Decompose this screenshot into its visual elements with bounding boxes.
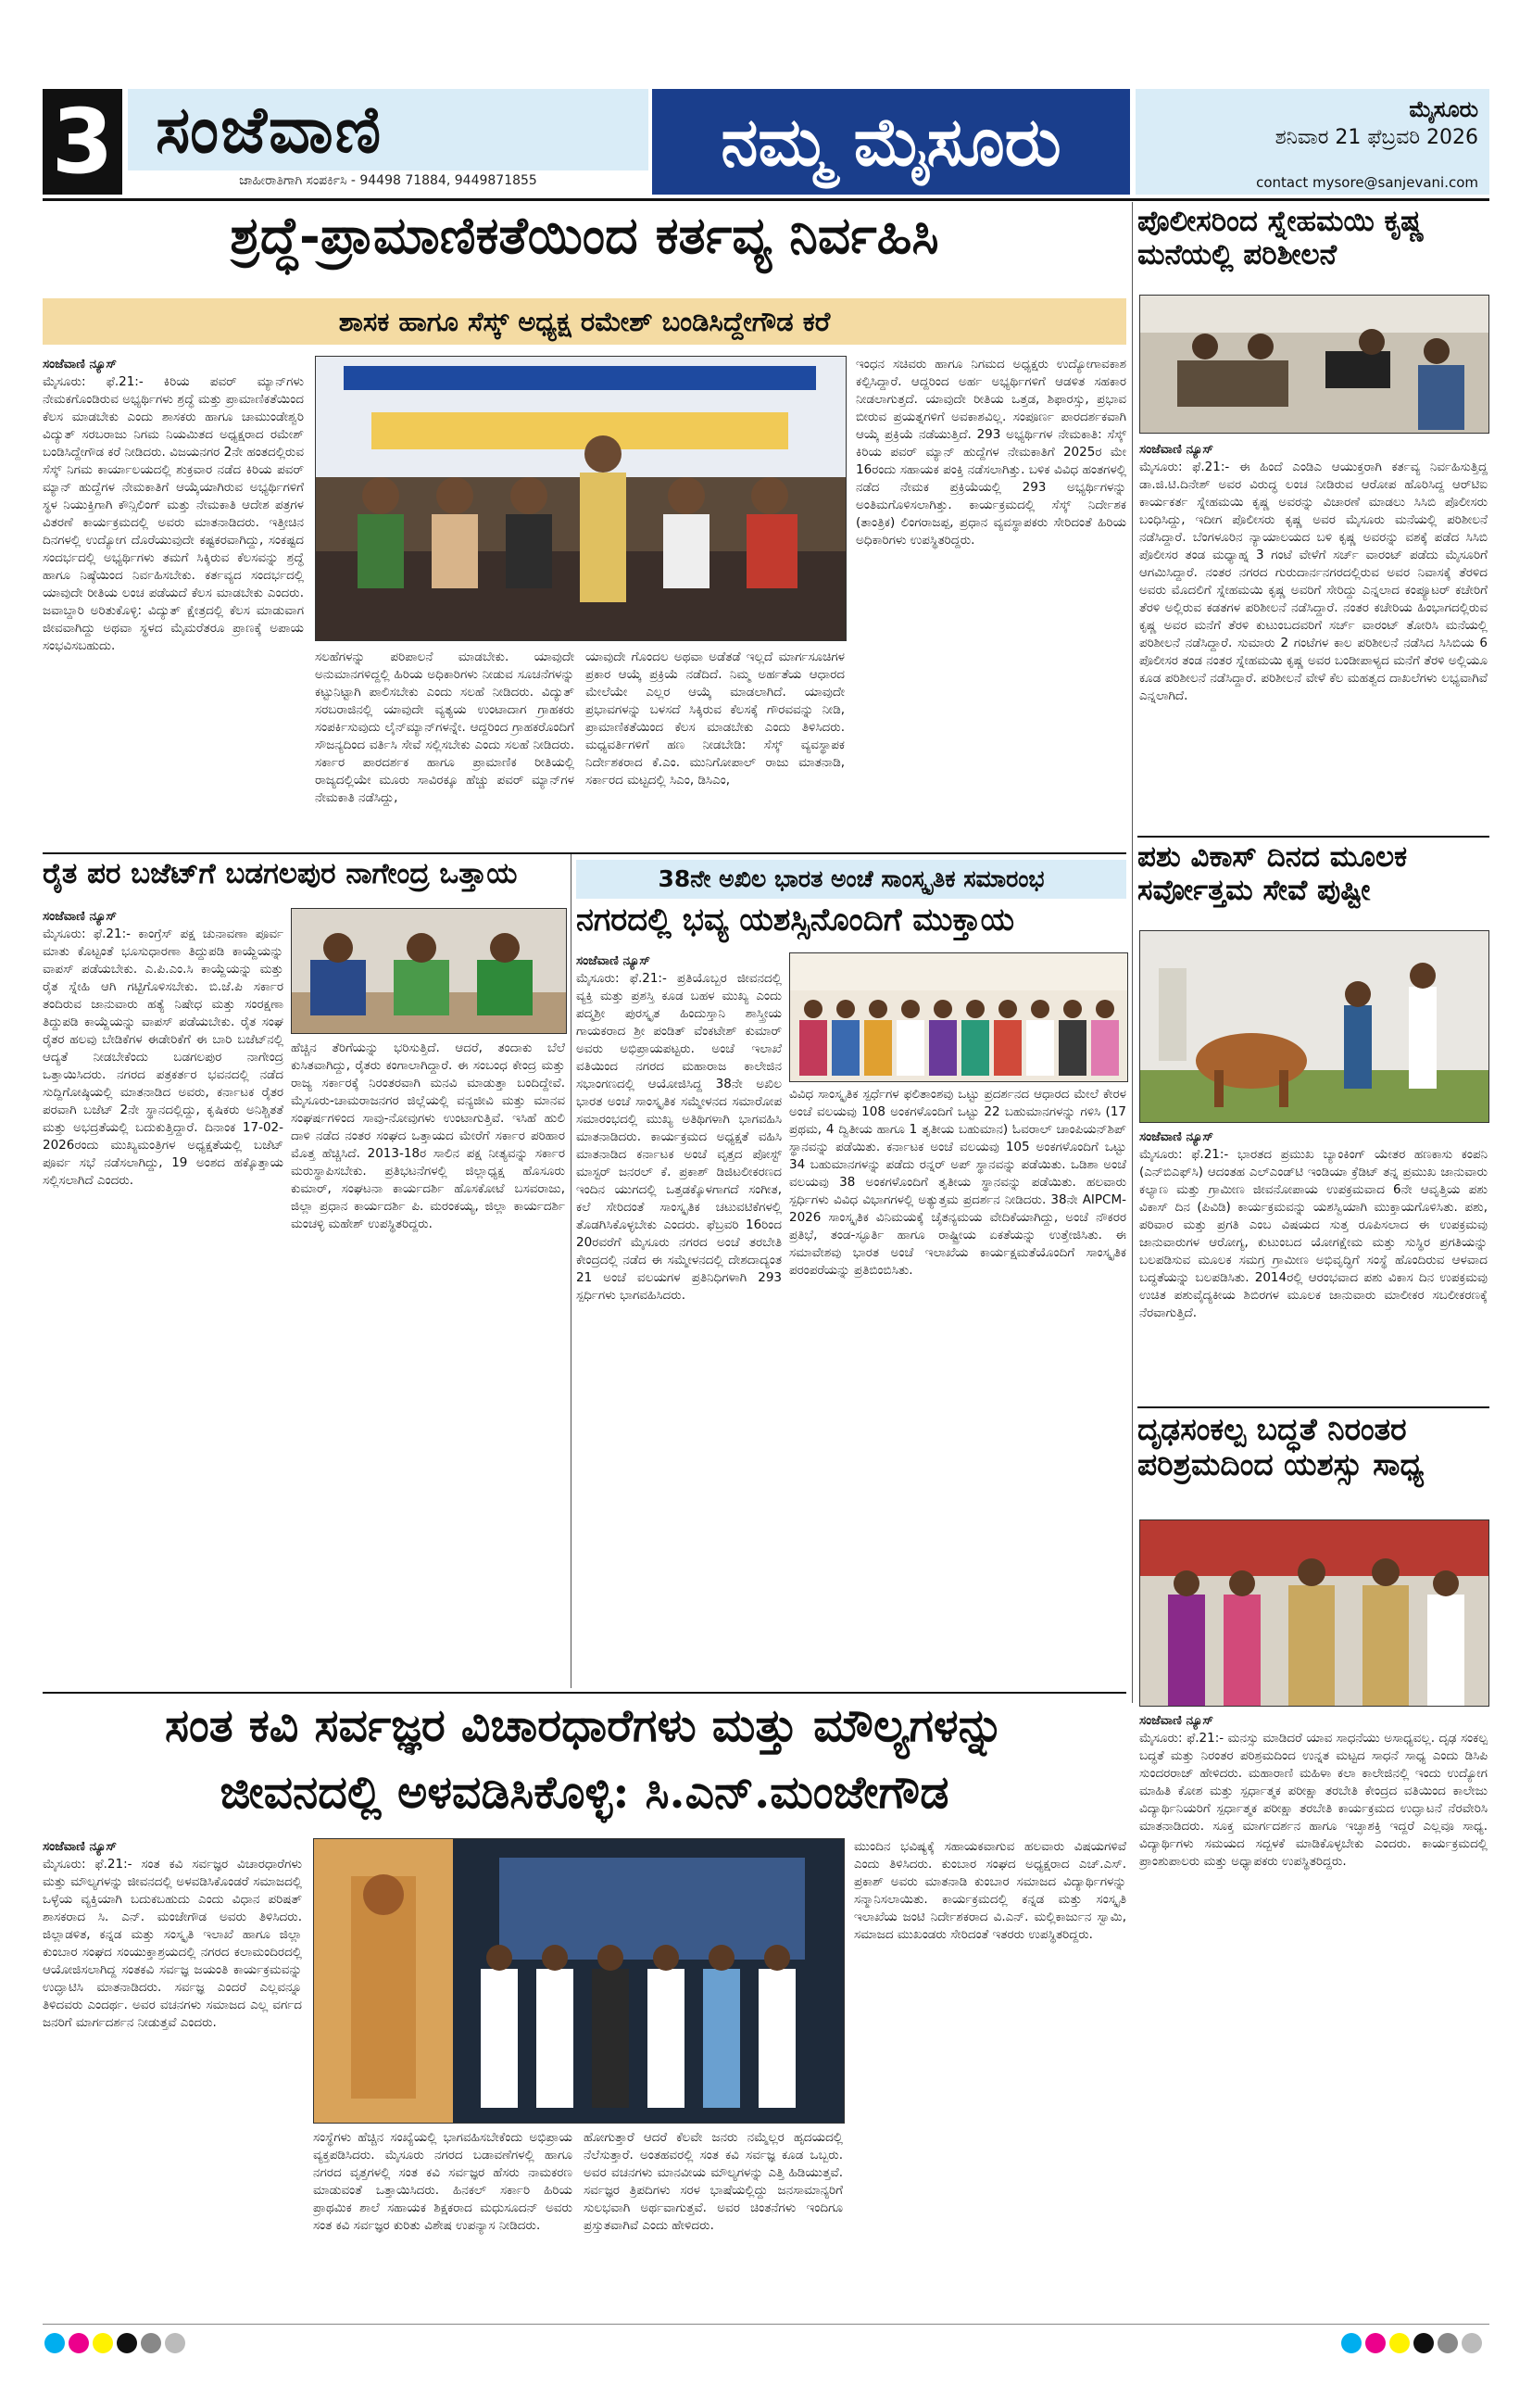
article-text: ಯಾವುದೇ ಗೊಂದಲ ಅಥವಾ ಅಡೆತಡೆ ಇಲ್ಲದೆ ಮಾರ್ಗಸೂಚಿಗಳ ಪ್ರಕಾರ ಆಯ್ಕೆ ಪ್ರಕ್ರಿಯೆ ನಡೆದಿದೆ. ನಿಮ್ಮ ಅರ್ಹತೆಯ ಆಧಾರದ ಮೇಲೆಯೇ ಎಲ್ಲರ ಆಯ್ಕೆ ಮಾಡಲಾಗಿದೆ. ಯಾವುದೇ ಪ್ರಭಾವಗಳನ್ನು ಬಳಸದೆ ಸಿಕ್ಕಿರುವ ಕೆಲಸಕ್ಕೆ ಗೌರವವನ್ನು ನೀಡಿ, ಪ್ರಾಮಾಣಿಕತೆಯಿಂದ ಕೆಲಸ ಮಾಡಬೇಕು ಎಂದು ತಿಳಿಸಿದರು. ಮಧ್ಯವರ್ತಿಗಳಿಗೆ ಹಣ ನೀಡಬೇಡಿ: ಸೆಸ್ಕ್ ವ್ಯವಸ್ಥಾಪಕ ನಿರ್ದೇಶಕರಾದ ಕೆ.ಎಂ. ಮುನಿಗೋಪಾಲ್ ರಾಜು ಮಾತನಾಡಿ, ಸರ್ಕಾರದ ಮಟ್ಟದಲ್ಲಿ ಸಿಎಂ, ಡಿಸಿಎಂ, xyxy=(585,649,845,788)
registration-dot xyxy=(1389,2333,1410,2353)
byline: ಸಂಜೆವಾಣಿ ನ್ಯೂಸ್ xyxy=(1139,442,1213,457)
article-text: ಮುಂದಿನ ಭವಿಷ್ಯಕ್ಕೆ ಸಹಾಯಕವಾಗುವ ಹಲವಾರು ವಿಷಯಗಳಿವೆ ಎಂದು ತಿಳಿಸಿದರು. ಕುಂಬಾರ ಸಂಘದ ಅಧ್ಯಕ್ಷರಾದ ಎಚ್.ಎಸ್. ಪ್ರಕಾಶ್ ಅವರು ಮಾತನಾಡಿ ಕುಂಬಾರ ಸಮಾಜದ ವಿದ್ಯಾರ್ಥಿಗಳನ್ನು ಸನ್ಮಾನಿಸಲಾಯಿತು. ಕಾರ್ಯಕ್ರಮದಲ್ಲಿ ಕನ್ನಡ ಮತ್ತು ಸಂಸ್ಕೃತಿ ಇಲಾಖೆಯ ಜಂಟಿ ನಿರ್ದೇಶಕರಾದ ವಿ.ಎನ್. ಮಲ್ಲಿಕಾರ್ಜುನ ಸ್ವಾಮಿ, ಸಮಾಜದ ಮುಖಂಡರು ಸೇರಿದಂತೆ ಇತರರು ಉಪಸ್ಥಿತರಿದ್ದರು. xyxy=(854,1839,1126,1942)
article-text: ಇಂಧನ ಸಚಿವರು ಹಾಗೂ ನಿಗಮದ ಅಧ್ಯಕ್ಷರು ಉದ್ಯೋಗಾವಕಾಶ ಕಲ್ಪಿಸಿದ್ದಾರೆ. ಆದ್ದರಿಂದ ಅರ್ಹ ಅಭ್ಯರ್ಥಿಗಳಿಗೆ ಆಡಳಿತ ಸಹಕಾರ ನೀಡಲಾಗುತ್ತದೆ. ಯಾವುದೇ ರೀತಿಯ ಒತ್ತಡ, ಶಿಫಾರಸ್ಸು, ಪ್ರಭಾವ ಬೀರುವ ಪ್ರಯತ್ನಗಳಿಗೆ ಅವಕಾಶವಿಲ್ಲ. ಸಂಪೂರ್ಣ ಪಾರದರ್ಶಕವಾಗಿ ಆಯ್ಕೆ ಪ್ರಕ್ರಿಯೆ ನಡೆಯುತ್ತಿದೆ. 293 ಅಭ್ಯರ್ಥಿಗಳ ನೇಮಕಾತಿ: ಸೆಸ್ಕ್ ಕಿರಿಯ ಪವರ್ ಮ್ಯಾನ್ ಹುದ್ದೆಗಳ ನೇಮಕಾತಿಗೆ 2025ರ ಮೇ 16ರಂದು ಸಹಾಯಕ ಪಂಕ್ತಿ ನಡೆಸಲಾಗಿತ್ತು. ಬಳಿಕ ವಿವಿಧ ಹಂತಗಳಲ್ಲಿ ನಡೆದ ನೇಮಕ ಪ್ರಕ್ರಿಯೆಯಲ್ಲಿ 293 ಅಭ್ಯರ್ಥಿಗಳನ್ನು ಅಂತಿಮಗೊಳಿಸಲಾಗಿತ್ತು. ಕಾರ್ಯಕ್ರಮದಲ್ಲಿ ಸೆಸ್ಕ್ ನಿರ್ದೇಶಕ (ತಾಂತ್ರಿಕ) ಲಿಂಗರಾಜಪ್ಪ, ಪ್ರಧಾನ ವ್ಯವಸ್ಥಾಪಕರು ಸೇರಿದಂತೆ ಹಿರಿಯ ಅಧಿಕಾರಿಗಳು ಉಪಸ್ಥಿತರಿದ್ದರು. xyxy=(856,357,1126,548)
article-text: ಮೈಸೂರು: ಫೆ.21:- ಮನಸ್ಸು ಮಾಡಿದರೆ ಯಾವ ಸಾಧನೆಯು ಅಸಾಧ್ಯವಲ್ಲ. ದೃಢ ಸಂಕಲ್ಪ ಬದ್ಧತೆ ಮತ್ತು ನಿರಂತರ ಪರಿಶ್ರಮದಿಂದ ಉನ್ನತ ಮಟ್ಟದ ಸಾಧನೆ ಸಾಧ್ಯ ಎಂದು ಡಿಸಿಪಿ ಸುಂದರರಾಜ್ ಹೇಳಿದರು. ಮಹಾರಾಣಿ ಮಹಿಳಾ ಕಲಾ ಕಾಲೇಜಿನಲ್ಲಿ ಇಂದು ಉದ್ಯೋಗ ಮಾಹಿತಿ ಕೋಶ ಮತ್ತು ಸ್ಪರ್ಧಾತ್ಮಕ ಪರೀಕ್ಷಾ ತರಬೇತಿ ಕೇಂದ್ರದ ವತಿಯಿಂದ ಕಾಲೇಜು ವಿದ್ಯಾರ್ಥಿನಿಯರಿಗೆ ಸ್ಪರ್ಧಾತ್ಮಕ ಪರೀಕ್ಷಾ ತರಬೇತಿ ಕಾರ್ಯಕ್ರಮದ ಉದ್ಘಾಟನೆ ನೆರವೇರಿಸಿ ಮಾತನಾಡಿದರು. ಸೂಕ್ತ ಮಾರ್ಗದರ್ಶನ ಹಾಗೂ ಇಚ್ಛಾಶಕ್ತಿ ಇದ್ದರೆ ಎಲ್ಲವೂ ಸಾಧ್ಯ. ವಿದ್ಯಾರ್ಥಿಗಳು ಸಮಯದ ಸದ್ಬಳಕೆ ಮಾಡಿಕೊಳ್ಳಬೇಕು ಎಂದರು. ಕಾರ್ಯಕ್ರಮದಲ್ಲಿ ಪ್ರಾಂಶುಪಾಲರು ಮತ್ತು ಅಧ್ಯಾಪಕರು ಉಪಸ್ಥಿತರಿದ್ದರು. xyxy=(1139,1731,1488,1869)
sarvajna-col-3 xyxy=(584,2129,843,2320)
sarvajna-col-4 xyxy=(854,1838,1126,2320)
masthead-logo xyxy=(128,89,648,170)
anche-headline: ನಗರದಲ್ಲಿ ಭವ್ಯ ಯಶಸ್ಸಿನೊಂದಿಗೆ ಮುಕ್ತಾಯ xyxy=(576,901,1015,939)
byline: ಸಂಜೆವಾಣಿ ನ್ಯೂಸ್ xyxy=(43,909,117,924)
registration-dot xyxy=(1462,2333,1482,2353)
main-col-3 xyxy=(585,649,845,847)
article-text: ಹೆಚ್ಚಿನ ತೆರಿಗೆಯನ್ನು ಭರಿಸುತ್ತಿದೆ. ಆದರೆ, ತಂದಾಕು ಬೆಲೆ ಕುಸಿತವಾಗಿದ್ದು, ರೈತರು ಕಂಗಾಲಾಗಿದ್ದಾರೆ. ಈ ಸಂಬಂಧ ಕೇಂದ್ರ ಮತ್ತು ರಾಜ್ಯ ಸರ್ಕಾರಕ್ಕೆ ನಿರಂತರವಾಗಿ ಮನವಿ ಮಾಡುತ್ತಾ ಬಂದಿದ್ದೇವೆ. ಮೈಸೂರು-ಚಾಮರಾಜನಗರ ಜಿಲ್ಲೆಯಲ್ಲಿ ವನ್ಯಜೀವಿ ಮತ್ತು ಮಾನವ ಸಂಘರ್ಷಗಳಿಂದ ಸಾವು-ನೋವುಗಳು ಉಂಟಾಗುತ್ತಿವೆ. ಇಸಿಹೆ ಹುಲಿ ದಾಳಿ ನಡೆದ ನಂತರ ಸಂಘದ ಒತ್ತಾಯದ ಮೇರೆಗೆ ಸರ್ಕಾರ ಪರಿಹಾರ ಮೊತ್ತ ಹೆಚ್ಚಿಸಿದೆ. 2013-18ರ ಸಾಲಿನ ಪಕ್ಷ ನೀತ್ಯವನ್ನು ಸರ್ಕಾರ ಮರುಸ್ಥಾಪಿಸಬೇಕು. ಪ್ರತಿಭಟನೆಗಳಲ್ಲಿ ಜಿಲ್ಲಾಧ್ಯಕ್ಷ ಹೊಸೂರು ಕುಮಾರ್, ಸಂಘಟನಾ ಕಾರ್ಯದರ್ಶಿ ಹೊಸಕೋಟೆ ಬಸವರಾಜು, ಜಿಲ್ಲಾ ಪ್ರಧಾನ ಕಾರ್ಯದರ್ಶಿ ಪಿ. ಮರಂಕಯ್ಯ, ಜಿಲ್ಲಾ ಕಾರ್ಯದರ್ಶಿ ಮಂಚಳ್ಳಿ ಮಹೇಶ್ ಉಪಸ್ಥಿತರಿದ್ದರು. xyxy=(291,1040,565,1231)
resolve-photo xyxy=(1139,1519,1489,1707)
anche-kicker: 38ನೇ ಅಖಿಲ ಭಾರತ ಅಂಚೆ ಸಾಂಸ್ಕೃತಿಕ ಸಮಾರಂಭ xyxy=(576,860,1126,899)
article-text: ಮೈಸೂರು: ಫೆ.21:- ಕಿರಿಯ ಪವರ್ ಮ್ಯಾನ್‌ಗಳು ನೇಮಕಗೊಂಡಿರುವ ಅಭ್ಯರ್ಥಿಗಳು ಶ್ರದ್ಧೆ ಮತ್ತು ಪ್ರಾಮಾಣಿಕತೆಯಿಂದ ಕೆಲಸ ಮಾಡಬೇಕು ಎಂದು ಶಾಸಕರು ಹಾಗೂ ಚಾಮುಂಡೇಶ್ವರಿ ವಿದ್ಯುತ್ ಸರಬರಾಜು ನಿಗಮ ನಿಯಮಿತದ ಅಧ್ಯಕ್ಷರಾದ ರಮೇಶ್ ಬಂಡಿಸಿದ್ದೇಗೌಡ ಕರೆ ನೀಡಿದರು. ವಿಜಯನಗರ 2ನೇ ಹಂತದಲ್ಲಿರುವ ಸೆಸ್ಕ್ ನಿಗಮ ಕಾರ್ಯಾಲಯದಲ್ಲಿ ಶುಕ್ರವಾರ ನಡೆದ ಕಿರಿಯ ಪವರ್ ಮ್ಯಾನ್ ಹುದ್ದೆಗಳ ನೇಮಕಾತಿಗೆ ಆಯ್ಕೆಯಾಗಿರುವ ಅಭ್ಯರ್ಥಿಗಳಿಗೆ ಸ್ಥಳ ನಿಯುಕ್ತಿಗಾಗಿ ಕೌನ್ಸಿಲಿಂಗ್ ಮತ್ತು ನೇಮಕಾತಿ ಆದೇಶ ಪತ್ರಗಳ ವಿತರಣೆ ಕಾರ್ಯಕ್ರಮದಲ್ಲಿ ಅವರು ಮಾತನಾಡಿದರು. ಇತ್ತೀಚಿನ ದಿನಗಳಲ್ಲಿ ಉದ್ಯೋಗ ದೊರೆಯುವುದೇ ಕಷ್ಟಕರವಾಗಿದ್ದು, ಸಂಕಷ್ಟದ ಸಂದರ್ಭದಲ್ಲಿ ಅಭ್ಯರ್ಥಿಗಳು ತಮಗೆ ಸಿಕ್ಕಿರುವ ಕೆಲಸವನ್ನು ಶ್ರದ್ಧೆ ಹಾಗೂ ನಿಷ್ಠೆಯಿಂದ ನಿರ್ವಹಿಸಬೇಕು. ಕರ್ತವ್ಯದ ಸಂದರ್ಭದಲ್ಲಿ ಯಾವುದೇ ರೀತಿಯ ಲಂಚ ಪಡೆಯದೆ ಕೆಲಸ ಮಾಡಬೇಕು ಎಂದರು. ಜವಾಬ್ದಾರಿ ಅರಿತುಕೊಳ್ಳಿ: ವಿದ್ಯುತ್ ಕ್ಷೇತ್ರದಲ್ಲಿ ಕೆಲಸ ಮಾಡುವಾಗ ಜೀವವಾಗಿದ್ದು ಅಥವಾ ಸ್ಥಳದ ಮೈಮರೆತರೂ ಪ್ರಾಣಕ್ಕೆ ಅಪಾಯ ಸಂಭವಿಸಬಹುದು. xyxy=(43,374,304,653)
main-headline: ಶ್ರದ್ಧೆ-ಪ್ರಾಮಾಣಿಕತೆಯಿಂದ ಕರ್ತವ್ಯ ನಿರ್ವಹಿಸಿ xyxy=(230,205,939,265)
article-text: ಮೈಸೂರು: ಫೆ.21:- ಭಾರತದ ಪ್ರಮುಖ ಬ್ಯಾಂಕಿಂಗ್ ಯೇತರ ಹಣಕಾಸು ಕಂಪನಿ (ಎನ್‌ಬಿಎಫ್‌ಸಿ) ಆದಂತಹ ಎಲ್‌ಎಂಡ್‌ಟಿ ಇಂಡಿಯಾ ಕ್ರೆಡಿಟ್ ತನ್ನ ಪ್ರಮುಖ ಜಾನುವಾರು ಕಲ್ಯಾಣ ಮತ್ತು ಗ್ರಾಮೀಣ ಜೀವನೋಪಾಯ ಉಪಕ್ರಮವಾದ 6ನೇ ಆವೃತ್ತಿಯ ಪಶು ವಿಕಾಸ್ ದಿನ (ಪಿವಿಡಿ) ಕಾರ್ಯಕ್ರಮವನ್ನು ಯಶಸ್ವಿಯಾಗಿ ಮುಕ್ತಾಯಗೊಳಿಸಿತು. ಪಶು, ಪರಿವಾರ ಮತ್ತು ಪ್ರಗತಿ ಎಂಬ ವಿಷಯದ ಸುತ್ತ ರೂಪಿಸಲಾದ ಈ ಉಪಕ್ರಮವು ಜಾನುವಾರುಗಳ ಆರೋಗ್ಯ, ಕುಟುಂಬದ ಯೋಗಕ್ಷೇಮ ಮತ್ತು ಸುಸ್ಥಿರ ಪ್ರಗತಿಯನ್ನು ಬಲಪಡಿಸುವ ಮೂಲಕ ಸಮಗ್ರ ಗ್ರಾಮೀಣ ಅಭಿವೃದ್ಧಿಗೆ ಸಂಸ್ಥೆ ಹೊಂದಿರುವ ಆಳವಾದ ಬದ್ಧತೆಯನ್ನು ಬಲಪಡಿಸಿತು. 2014ರಲ್ಲಿ ಆರಂಭವಾದ ಪಶು ವಿಕಾಸ ದಿನ ಉಪಕ್ರಮವು ಉಚಿತ ಪಶುವೈದ್ಯಕೀಯ ಶಿಬಿರಗಳ ಮೂಲಕ ಜಾನುವಾರು ಮಾಲೀಕರ ಸಬಲೀಕರಣಕ್ಕೆ ನೆರವಾಗುತ್ತಿದೆ. xyxy=(1139,1147,1488,1320)
article-text: ಮೈಸೂರು: ಫೆ.21:- ಪ್ರತಿಯೊಬ್ಬರ ಜೀವನದಲ್ಲಿ ವ್ಯಕ್ತಿ ಮತ್ತು ಪ್ರಶಸ್ತಿ ಕೂಡ ಬಹಳ ಮುಖ್ಯ ಎಂದು ಪದ್ಮಶ್ರೀ ಪುರಸ್ಕೃತ ಹಿಂದುಸ್ತಾನಿ ಶಾಸ್ತ್ರೀಯ ಗಾಯಕರಾದ ಶ್ರೀ ಪಂಡಿತ್ ವೆಂಕಟೇಶ್ ಕುಮಾರ್ ಅವರು ಅಭಿಪ್ರಾಯಪಟ್ಟರು. ಅಂಚೆ ಇಲಾಖೆ ವತಿಯಿಂದ ನಗರದ ಮಹಾರಾಜ ಕಾಲೇಜಿನ ಸಭಾಂಗಣದಲ್ಲಿ ಆಯೋಜಿಸಿದ್ದ 38ನೇ ಅಖಿಲ ಭಾರತ ಅಂಚೆ ಸಾಂಸ್ಕೃತಿಕ ಸಮ್ಮೇಳನದ ಸಮಾರೋಪ ಸಮಾರಂಭದಲ್ಲಿ ಮುಖ್ಯ ಅತಿಥಿಗಳಾಗಿ ಭಾಗವಹಿಸಿ ಮಾತನಾಡಿದರು. ಕಾರ್ಯಕ್ರಮದ ಅಧ್ಯಕ್ಷತೆ ವಹಿಸಿ ಮಾತನಾಡಿದ ಕರ್ನಾಟಕ ಅಂಚೆ ವೃತ್ತದ ಪೋಸ್ಟ್ ಮಾಸ್ಟರ್ ಜನರಲ್ ಕೆ. ಪ್ರಕಾಶ್ ಡಿಜಿಟಲೀಕರಣದ ಇಂದಿನ ಯುಗದಲ್ಲಿ ಒತ್ತಡಕ್ಕೊಳಗಾಗದೆ ಸಂಗೀತ, ಕಲೆ ಸೇರಿದಂತೆ ಸಾಂಸ್ಕೃತಿಕ ಚಟುವಟಿಕೆಗಳಲ್ಲಿ ತೊಡಗಿಸಿಕೊಳ್ಳಬೇಕು ಎಂದರು. ಫೆಬ್ರವರಿ 16ರಿಂದ 20ರವರೆಗೆ ಮೈಸೂರು ನಗರದ ಅಂಚೆ ತರಬೇತಿ ಕೇಂದ್ರದಲ್ಲಿ ನಡೆದ ಈ ಸಮ್ಮೇಳನದಲ್ಲಿ ದೇಶದಾದ್ಯಂತ 21 ಅಂಚೆ ವಲಯಗಳ ಪ್ರತಿನಿಧಿಗಳಾಗಿ 293 ಸ್ಪರ್ಧಿಗಳು ಭಾಗವಹಿಸಿದರು. xyxy=(576,971,782,1303)
ad-contact-line: ಜಾಹೀರಾತಿಗಾಗಿ ಸಂಪರ್ಕಿಸಿ - 94498 71884, 9449871855 xyxy=(239,173,537,188)
livestock-body xyxy=(1139,1128,1488,1392)
main-photo xyxy=(315,356,847,641)
registration-dot xyxy=(93,2333,113,2353)
article-text: ಮೈಸೂರು: ಫೆ.21:- ಸಂತ ಕವಿ ಸರ್ವಜ್ಞರ ವಿಚಾರಧಾರೆಗಳು ಮತ್ತು ಮೌಲ್ಯಗಳನ್ನು ಜೀವನದಲ್ಲಿ ಅಳವಡಿಸಿಕೊಂಡರೆ ಸಮಾಜದಲ್ಲಿ ಒಳ್ಳೆಯ ವ್ಯಕ್ತಿಯಾಗಿ ಬದುಕಬಹುದು ಎಂದು ವಿಧಾನ ಪರಿಷತ್ ಶಾಸಕರಾದ ಸಿ. ಎನ್. ಮಂಜೇಗೌಡ ಅವರು ತಿಳಿಸಿದರು. ಜಿಲ್ಲಾಡಳಿತ, ಕನ್ನಡ ಮತ್ತು ಸಂಸ್ಕೃತಿ ಇಲಾಖೆ ಹಾಗೂ ಜಿಲ್ಲಾ ಕುಂಬಾರ ಸಂಘದ ಸಂಯುಕ್ತಾಶ್ರಯದಲ್ಲಿ ನಗರದ ಕಲಾಮಂದಿರದಲ್ಲಿ ಆಯೋಜಿಸಲಾಗಿದ್ದ ಸಂತಕವಿ ಸರ್ವಜ್ಞ ಜಯಂತಿ ಕಾರ್ಯಕ್ರಮವನ್ನು ಉದ್ಘಾಟಿಸಿ ಮಾತನಾಡಿದರು. ಸರ್ವಜ್ಞ ಎಂದರೆ ಎಲ್ಲವನ್ನೂ ತಿಳಿದವರು ಎಂದರ್ಥ. ಅವರ ವಚನಗಳು ಸಮಾಜದ ಎಲ್ಲ ವರ್ಗದ ಜನರಿಗೆ ಮಾರ್ಗದರ್ಶನ ನೀಡುತ್ತವೆ ಎಂದರು. xyxy=(43,1857,302,2030)
city-label: ಮೈಸೂರು xyxy=(1409,96,1478,122)
resolve-body xyxy=(1139,1712,1488,2314)
anche-col-2 xyxy=(789,1086,1126,1684)
sarvajna-photo xyxy=(313,1838,845,2124)
article-text: ಮೈಸೂರು: ಫೆ.21:- ಕಾಂಗ್ರೆಸ್ ಪಕ್ಷ ಚುನಾವಣಾ ಪೂರ್ವ ಮಾತು ಕೊಟ್ಟಂತೆ ಭೂಸುಧಾರಣಾ ತಿದ್ದುಪಡಿ ಕಾಯ್ದೆಯನ್ನು ವಾಪಸ್ ಪಡೆಯಬೇಕು. ಎ.ಪಿ.ಎಂ.ಸಿ ಕಾಯ್ದೆಯನ್ನು ಮತ್ತು ರೈತ ಸ್ನೇಹಿ ಆಗಿ ಗಟ್ಟಿಗೊಳಿಸಬೇಕು. ಬಿ.ಜೆ.ಪಿ ಸರ್ಕಾರ ತಂದಿರುವ ಜಾನುವಾರು ಹತ್ಯೆ ನಿಷೇಧ ಮತ್ತು ಸಂರಕ್ಷಣಾ ತಿದ್ದುಪಡಿ ಕಾಯ್ದೆಯನ್ನು ವಾಪಸ್ ಪಡೆಯಬೇಕು. ರೈತ ಸಂಘ ರೈತರ ಹಲವು ಬೇಡಿಕೆಗಳ ಈಡೇರಿಕೆಗೆ ಈ ಬಾರಿ ಬಜೆಟ್‌ನಲ್ಲಿ ಆದ್ಯತೆ ನೀಡಬೇಕೆಂದು ಬಡಗಲಪುರ ನಾಗೇಂದ್ರ ಒತ್ತಾಯಿಸಿದರು. ನಗರದ ಪತ್ರಕರ್ತರ ಭವನದಲ್ಲಿ ನಡೆದ ಸುದ್ದಿಗೋಷ್ಠಿಯಲ್ಲಿ ಮಾತನಾಡಿದ ಅವರು, ಕರ್ನಾಟಕ ರೈತರ ಪರವಾಗಿ ಬಜೆಟ್ 2ನೇ ಸ್ಥಾನದಲ್ಲಿದ್ದು, ಕೃಷಿಕರು ಅನಿಶ್ಚಿತತೆ ಮತ್ತು ಅಭದ್ರತೆಯಲ್ಲಿ ಬದುಕುತ್ತಿದ್ದಾರೆ. ದಿನಾಂಕ 17-02-2026ರಂದು ಮುಖ್ಯಮಂತ್ರಿಗಳ ಅಧ್ಯಕ್ಷತೆಯಲ್ಲಿ ಬಜೆಟ್ ಪೂರ್ವ ಸಭೆ ನಡೆಸಲಾಗಿದ್ದು, 19 ಅಂಶದ ಹಕ್ಕೊತ್ತಾಯ ಸಲ್ಲಿಸಲಾಗಿದೆ ಎಂದರು. xyxy=(43,927,283,1188)
registration-dot xyxy=(1413,2333,1434,2353)
main-col-1 xyxy=(43,356,304,847)
registration-dot xyxy=(117,2333,137,2353)
byline: ಸಂಜೆವಾಣಿ ನ್ಯೂಸ್ xyxy=(43,357,117,372)
paper-name: ಸಂಜೆವಾಣಿ xyxy=(156,91,383,168)
sarvajna-headline-2: ಜೀವನದಲ್ಲಿ ಅಳವಡಿಸಿಕೊಳ್ಳಿ: ಸಿ.ಎನ್.ಮಂಜೇಗೌಡ xyxy=(220,1765,949,1819)
main-col-2 xyxy=(315,649,574,847)
main-subhead: ಶಾಸಕ ಹಾಗೂ ಸೆಸ್ಕ್ ಅಧ್ಯಕ್ಷ ರಮೇಶ್ ಬಂಡಿಸಿದ್ದೇಗೌಡ ಕರೆ xyxy=(43,298,1126,345)
livestock-photo xyxy=(1139,930,1489,1123)
article-text: ಸಲಹೆಗಳನ್ನು ಪರಿಪಾಲನೆ ಮಾಡಬೇಕು. ಯಾವುದೇ ಅನುಮಾನಗಳಿದ್ದಲ್ಲಿ ಹಿರಿಯ ಅಧಿಕಾರಿಗಳು ನೀಡುವ ಸೂಚನೆಗಳನ್ನು ಕಟ್ಟುನಿಟ್ಟಾಗಿ ಪಾಲಿಸಬೇಕು ಎಂದು ಸಲಹೆ ನೀಡಿದರು. ವಿದ್ಯುತ್ ಸರಬರಾಜಿನಲ್ಲಿ ಯಾವುದೇ ವ್ಯತ್ಯಯ ಉಂಟಾದಾಗ ಗ್ರಾಹಕರು ಸಂಪರ್ಕಿಸುವುದು ಲೈನ್‌ಮ್ಯಾನ್‌ಗಳನ್ನೇ. ಆದ್ದರಿಂದ ಗ್ರಾಹಕರೊಂದಿಗೆ ಸೌಜನ್ಯದಿಂದ ವರ್ತಿಸಿ ಸೇವೆ ಸಲ್ಲಿಸಬೇಕು ಎಂದು ಸಲಹೆ ನೀಡಿದರು. ಸರ್ಕಾರ ಪಾರದರ್ಶಕ ಹಾಗೂ ಪ್ರಾಮಾಣಿಕ ರೀತಿಯಲ್ಲಿ ರಾಜ್ಯದಲ್ಲಿಯೇ ಮೂರು ಸಾವಿರಕ್ಕೂ ಹೆಚ್ಚು ಪವರ್ ಮ್ಯಾನ್‌ಗಳ ನೇಮಕಾತಿ ನಡೆಸಿದ್ದು, xyxy=(315,649,574,805)
byline: ಸಂಜೆವಾಣಿ ನ್ಯೂಸ್ xyxy=(43,1839,117,1854)
registration-dot xyxy=(165,2333,185,2353)
budget-col-1 xyxy=(43,908,283,1683)
main-col-4 xyxy=(856,356,1126,847)
article-text: ಮೈಸೂರು: ಫೆ.21:- ಈ ಹಿಂದೆ ಎಂಡಿಎ ಆಯುಕ್ತರಾಗಿ ಕರ್ತವ್ಯ ನಿರ್ವಹಿಸುತ್ತಿದ್ದ ಡಾ.ಜಿ.ಟಿ.ದಿನೇಶ್ ಅವರ ವಿರುದ್ಧ ಲಂಚ ನೀಡಿರುವ ಆರೋಪ ಹೊರಿಸಿದ್ದ ಆರ್‌ಟಿಐ ಕಾರ್ಯಕರ್ತ ಸ್ನೇಹಮಯಿ ಕೃಷ್ಣ ಅವರನ್ನು ವಿಚಾರಣೆ ಮಾಡಲು ಸಿಸಿಬಿ ಪೊಲೀಸರು ಬಂಧಿಸಿದ್ದು, ಇದೀಗ ಪೊಲೀಸರು ಕೃಷ್ಣ ಅವರ ಮೈಸೂರು ಮನೆಯಲ್ಲಿ ಪರಿಶೀಲನೆ ನಡೆಸಿದ್ದಾರೆ. ಬೆಂಗಳೂರಿನ ನ್ಯಾಯಾಲಯದ ಬಳಿ ಕೃಷ್ಣ ಅವರನ್ನು ವಶಕ್ಕೆ ಪಡೆದ ಸಿಸಿಬಿ ಪೊಲೀಸರ ತಂಡ ಮಧ್ಯಾಹ್ನ 3 ಗಂಟೆ ವೇಳೆಗೆ ಸರ್ಚ್ ವಾರಂಟ್ ಪಡೆದು ಮೈಸೂರಿಗೆ ಆಗಮಿಸಿದ್ದಾರೆ. ನಂತರ ನಗರದ ಗುರುದಾರ್ನನಗರದಲ್ಲಿರುವ ಅವರ ನಿವಾಸಕ್ಕೆ ತೆರಳಿದ ಅವರು ಮೊದಲಿಗೆ ಸ್ನೇಹಮಯಿ ಕೃಷ್ಣ ಅವರಿಗೆ ಸೇರಿದ್ದು ಎನ್ನಲಾದ ಕಂಪ್ಯೂಟರ್ ಕಚೇರಿಗೆ ತೆರಳಿ ಅಲ್ಲಿರುವ ಕಡತಗಳ ಪರಿಶೀಲನೆ ನಡೆಸಿದ್ದಾರೆ. ನಂತರ ಕಚೇರಿಯ ಹಿಂಭಾಗದಲ್ಲಿರುವ ಕೃಷ್ಣ ಅವರ ಮನೆಗೆ ತೆರಳಿ ಕುಟುಂಬದವರಿಗೆ ಸರ್ಚ್ ವಾರಂಟ್ ತೋರಿಸಿ ಮನೆಯಲ್ಲಿ ಪರಿಶೀಲನೆ ನಡೆಸಿದ್ದಾರೆ. ಸುಮಾರು 2 ಗಂಟೆಗಳ ಕಾಲ ಪರಿಶೀಲನೆ ನಡೆಸಿದ ಸಿಸಿಬಿಯ 6 ಪೊಲೀಸರ ತಂಡ ನಂತರ ಸ್ನೇಹಮಯಿ ಕೃಷ್ಣ ಅವರ ಬಂಡೀಪಾಳ್ಯದ ಮನೆಗೆ ತೆರಳಿ ಅಲ್ಲಿಯೂ ಕೂಡ ಪರಿಶೀಲನೆ ನಡೆಸಿದ್ದಾರೆ. ಪರಿಶೀಲನೆ ವೇಳೆ ಕೆಲ ಮಹತ್ವದ ದಾಖಲೆಗಳು ಲಭ್ಯವಾಗಿವೆ ಎನ್ನಲಾಗಿದೆ. xyxy=(1139,460,1488,703)
email-label: contact mysore@sanjevani.com xyxy=(1256,174,1478,191)
police-photo xyxy=(1139,295,1489,434)
registration-dot xyxy=(141,2333,161,2353)
section-title: ನಮ್ಮ ಮೈಸೂರು xyxy=(652,89,1130,195)
anche-col-1 xyxy=(576,952,782,1684)
registration-dot xyxy=(44,2333,65,2353)
byline: ಸಂಜೆವಾಣಿ ನ್ಯೂಸ್ xyxy=(576,953,650,968)
sarvajna-headline-1: ಸಂತ ಕವಿ ಸರ್ವಜ್ಞರ ವಿಚಾರಧಾರೆಗಳು ಮತ್ತು ಮೌಲ್ಯಗಳನ್ನು xyxy=(164,1698,1005,1752)
registration-dot xyxy=(69,2333,89,2353)
budget-photo xyxy=(291,908,567,1034)
registration-dot xyxy=(1438,2333,1458,2353)
article-text: ಹೋಗುತ್ತಾರೆ ಆದರೆ ಕೆಲವೇ ಜನರು ನಮ್ಮೆಲ್ಲರ ಹೃದಯದಲ್ಲಿ ನೆಲೆಸುತ್ತಾರೆ. ಅಂತಹವರಲ್ಲಿ ಸಂತ ಕವಿ ಸರ್ವಜ್ಞ ಕೂಡ ಒಬ್ಬರು. ಅವರ ವಚನಗಳು ಮಾನವೀಯ ಮೌಲ್ಯಗಳನ್ನು ಎತ್ತಿ ಹಿಡಿಯುತ್ತವೆ. ಸರ್ವಜ್ಞರ ತ್ರಿಪದಿಗಳು ಸರಳ ಭಾಷೆಯಲ್ಲಿದ್ದು ಜನಸಾಮಾನ್ಯರಿಗೆ ಸುಲಭವಾಗಿ ಅರ್ಥವಾಗುತ್ತವೆ. ಅವರ ಚಿಂತನೆಗಳು ಇಂದಿಗೂ ಪ್ರಸ್ತುತವಾಗಿವೆ ಎಂದು ಹೇಳಿದರು. xyxy=(584,2130,843,2233)
page-number: 3 xyxy=(43,89,122,195)
anche-photo xyxy=(789,952,1128,1082)
livestock-headline: ಪಶು ವಿಕಾಸ್ ದಿನದ ಮೂಲಕ ಸರ್ವೋತ್ತಮ ಸೇವೆ ಪುಷ್ಟೀ xyxy=(1137,840,1408,907)
police-body xyxy=(1139,441,1488,830)
date-label: ಶನಿವಾರ 21 ಫೆಬ್ರವರಿ 2026 xyxy=(1275,126,1478,149)
registration-dot xyxy=(1365,2333,1386,2353)
article-text: ಸಂಸ್ಥೆಗಳು ಹೆಚ್ಚಿನ ಸಂಖ್ಯೆಯಲ್ಲಿ ಭಾಗವಹಿಸಬೇಕೆಂದು ಅಭಿಪ್ರಾಯ ವ್ಯಕ್ತಪಡಿಸಿದರು. ಮೈಸೂರು ನಗರದ ಬಡಾವಣೆಗಳಲ್ಲಿ ಹಾಗೂ ನಗರದ ವೃತ್ತಗಳಲ್ಲಿ ಸಂತ ಕವಿ ಸರ್ವಜ್ಞರ ಹೆಸರು ನಾಮಕರಣ ಮಾಡುವಂತೆ ಒತ್ತಾಯಿಸಿದರು. ಹಿನಕಲ್ ಸರ್ಕಾರಿ ಹಿರಿಯ ಪ್ರಾಥಮಿಕ ಶಾಲೆ ಸಹಾಯಕ ಶಿಕ್ಷಕರಾದ ಮಧುಸೂದನ್ ಅವರು ಸಂತ ಕವಿ ಸರ್ವಜ್ಞರ ಕುರಿತು ವಿಶೇಷ ಉಪನ್ಯಾಸ ನೀಡಿದರು. xyxy=(313,2130,572,2233)
budget-col-2 xyxy=(291,1040,565,1683)
sarvajna-col-1 xyxy=(43,1838,302,2320)
sarvajna-col-2 xyxy=(313,2129,572,2320)
byline: ಸಂಜೆವಾಣಿ ನ್ಯೂಸ್ xyxy=(1139,1713,1213,1728)
police-headline: ಪೊಲೀಸರಿಂದ ಸ್ನೇಹಮಯಿ ಕೃಷ್ಣ ಮನೆಯಲ್ಲಿ ಪರಿಶೀಲನೆ xyxy=(1137,205,1425,271)
registration-dot xyxy=(1341,2333,1362,2353)
resolve-headline: ದೃಢಸಂಕಲ್ಪ ಬದ್ಧತೆ ನಿರಂತರ ಪರಿಶ್ರಮದಿಂದ ಯಶಸ್ಸು ಸಾಧ್ಯ xyxy=(1137,1411,1425,1482)
budget-headline: ರೈತ ಪರ ಬಜೆಟ್‌ಗೆ ಬಡಗಲಪುರ ನಾಗೇಂದ್ರ ಒತ್ತಾಯ xyxy=(43,857,518,890)
byline: ಸಂಜೆವಾಣಿ ನ್ಯೂಸ್ xyxy=(1139,1129,1213,1144)
article-text: ವಿವಿಧ ಸಾಂಸ್ಕೃತಿಕ ಸ್ಪರ್ಧೆಗಳ ಫಲಿತಾಂಶವು ಒಟ್ಟು ಪ್ರದರ್ಶನದ ಆಧಾರದ ಮೇಲೆ ಕೇರಳ ಅಂಚೆ ವಲಯವು 108 ಅಂಕಗಳೊಂದಿಗೆ ಒಟ್ಟು 22 ಬಹುಮಾನಗಳನ್ನು ಗಳಿಸಿ (17 ಪ್ರಥಮ, 4 ದ್ವಿತೀಯ ಹಾಗೂ 1 ತೃತೀಯ ಬಹುಮಾನ) ಓವರಾಲ್ ಚಾಂಪಿಯನ್‌ಶಿಪ್ ಸ್ಥಾನವನ್ನು ಪಡೆಯಿತು. ಕರ್ನಾಟಕ ಅಂಚೆ ವಲಯವು 105 ಅಂಕಗಳೊಂದಿಗೆ ಒಟ್ಟು 34 ಬಹುಮಾನಗಳನ್ನು ಪಡೆದು ರನ್ನರ್ ಅಪ್ ಸ್ಥಾನವನ್ನು ಪಡೆಯಿತು. ಒಡಿಶಾ ಅಂಚೆ ವಲಯವು 38 ಅಂಕಗಳೊಂದಿಗೆ ತೃತೀಯ ಸ್ಥಾನವನ್ನು ಪಡೆಯಿತು. ಹಲವಾರು ಸ್ಪರ್ಧಿಗಳು ವಿವಿಧ ವಿಭಾಗಗಳಲ್ಲಿ ಅತ್ಯುತ್ತಮ ಪ್ರದರ್ಶನ ನೀಡಿದರು. 38ನೇ AIPCM-2026 ಸಾಂಸ್ಕೃತಿಕ ವಿನಿಮಯಕ್ಕೆ ಚೈತನ್ಯಮಯ ವೇದಿಕೆಯಾಗಿದ್ದು, ಅಂಚೆ ನೌಕರರ ಪ್ರತಿಭೆ, ತಂಡ-ಸ್ಫೂರ್ತಿ ಹಾಗೂ ರಾಷ್ಟ್ರೀಯ ಏಕತೆಯನ್ನು ಉತ್ತೇಜಿಸಿತು. ಈ ಸಮಾವೇಶವು ಭಾರತ ಅಂಚೆ ಇಲಾಖೆಯ ಕಾರ್ಯಕ್ಷಮತೆಯೊಂದಿಗೆ ಸಾಂಸ್ಕೃತಿಕ ಪರಂಪರೆಯನ್ನು ಪ್ರತಿಬಿಂಬಿಸಿತು. xyxy=(789,1087,1126,1278)
